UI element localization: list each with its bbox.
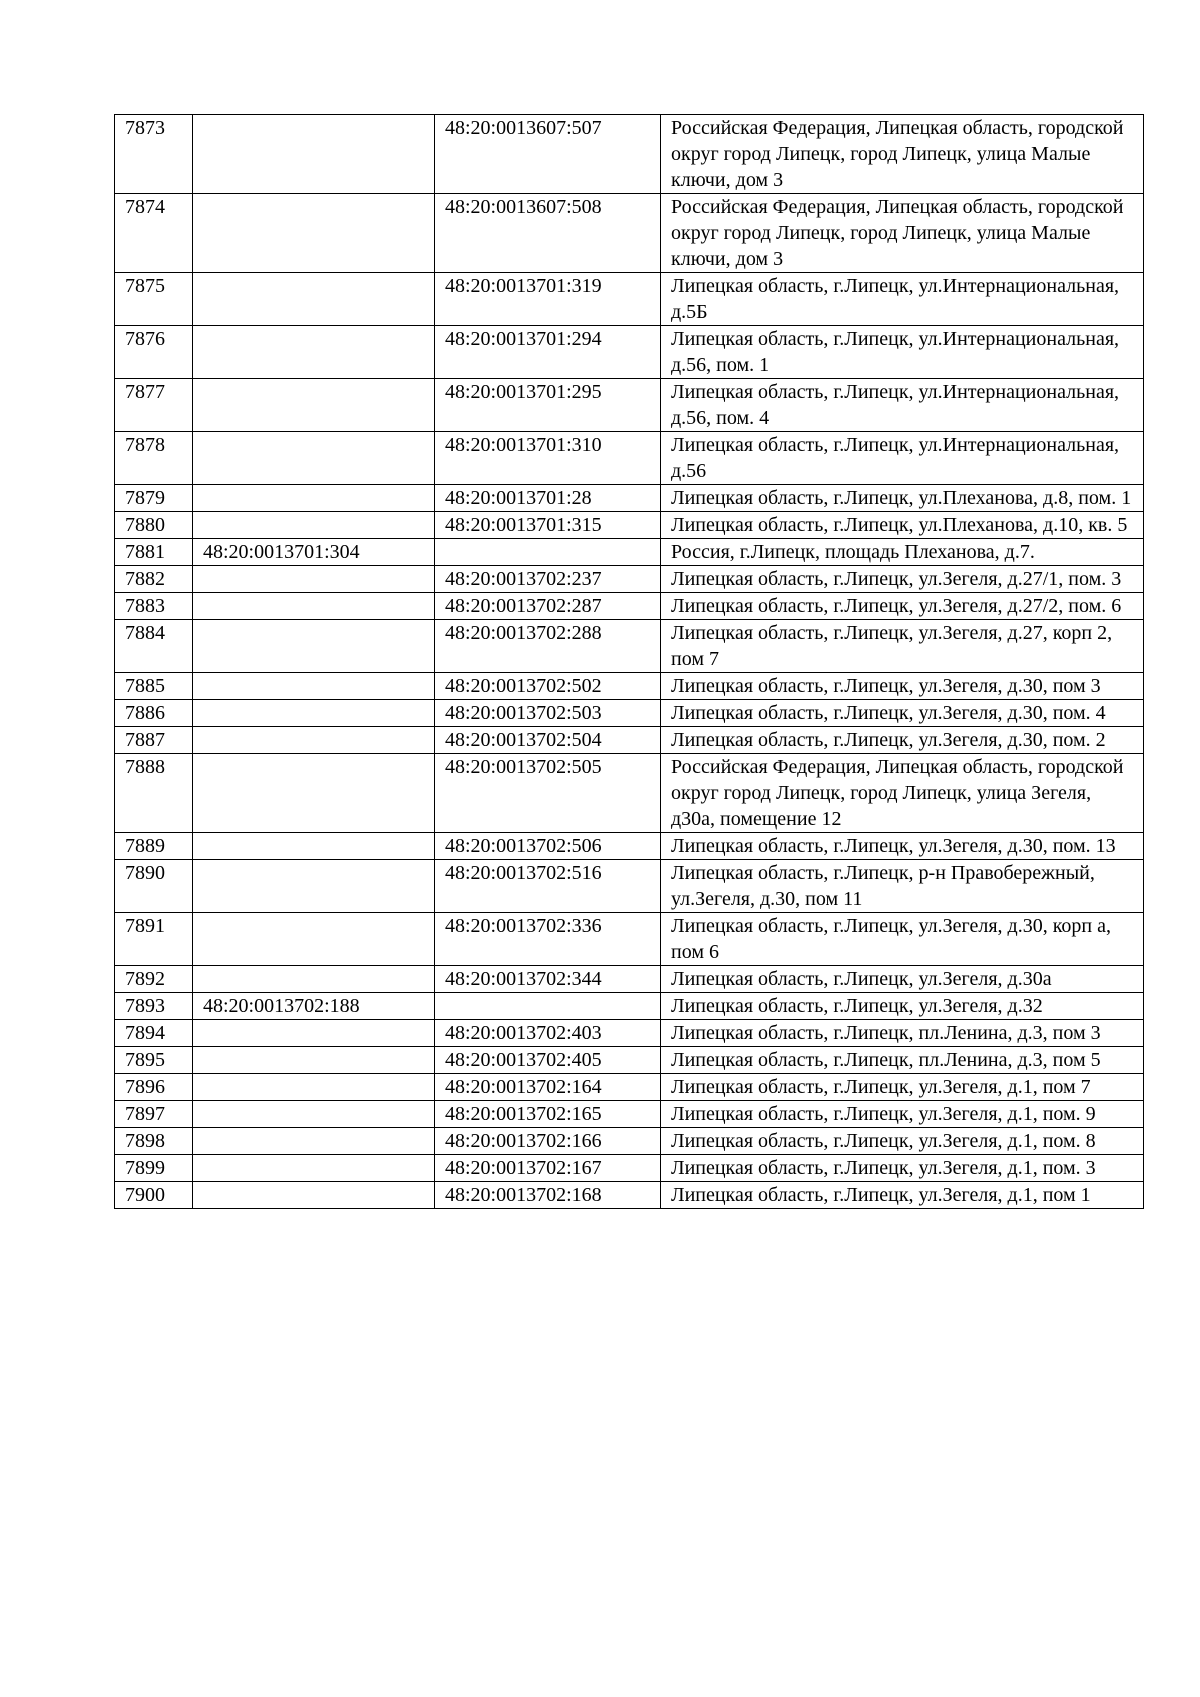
cadastral-number-premises-cell: 48:20:0013702:237 <box>435 566 661 593</box>
cadastral-number-premises-cell: 48:20:0013701:28 <box>435 485 661 512</box>
address-cell: Липецкая область, г.Липецк, ул.Зегеля, д.1, пом. 9 <box>661 1101 1144 1128</box>
address-cell: Липецкая область, г.Липецк, ул.Зегеля, д.27/1, пом. 3 <box>661 566 1144 593</box>
row-number-cell: 7877 <box>115 379 193 432</box>
cadastral-number-premises-cell: 48:20:0013607:508 <box>435 194 661 273</box>
row-number-cell: 7896 <box>115 1074 193 1101</box>
row-number-cell: 7897 <box>115 1101 193 1128</box>
address-cell: Липецкая область, г.Липецк, ул.Зегеля, д.30, пом 3 <box>661 673 1144 700</box>
cadastral-number-building-cell <box>193 1128 435 1155</box>
cadastral-number-building-cell <box>193 1155 435 1182</box>
row-number-cell: 7873 <box>115 115 193 194</box>
cadastral-number-premises-cell: 48:20:0013702:506 <box>435 833 661 860</box>
address-cell: Липецкая область, г.Липецк, ул.Интернациональная, д.56 <box>661 432 1144 485</box>
row-number-cell: 7885 <box>115 673 193 700</box>
row-number-cell: 7882 <box>115 566 193 593</box>
cadastral-number-premises-cell: 48:20:0013701:310 <box>435 432 661 485</box>
row-number-cell: 7892 <box>115 966 193 993</box>
row-number-cell: 7891 <box>115 913 193 966</box>
cadastral-number-building-cell <box>193 593 435 620</box>
row-number-cell: 7886 <box>115 700 193 727</box>
address-cell: Липецкая область, г.Липецк, ул.Плеханова, д.8, пом. 1 <box>661 485 1144 512</box>
registry-table-body <box>115 115 1144 1209</box>
cadastral-number-building-cell <box>193 566 435 593</box>
table-row <box>115 539 1144 566</box>
address-cell: Липецкая область, г.Липецк, ул.Интернациональная, д.56, пом. 4 <box>661 379 1144 432</box>
cadastral-number-premises-cell: 48:20:0013702:165 <box>435 1101 661 1128</box>
row-number-cell: 7874 <box>115 194 193 273</box>
address-cell: Липецкая область, г.Липецк, ул.Зегеля, д.1, пом 7 <box>661 1074 1144 1101</box>
cadastral-number-building-cell: 48:20:0013702:188 <box>193 993 435 1020</box>
address-cell: Липецкая область, г.Липецк, ул.Зегеля, д.30, корп а, пом 6 <box>661 913 1144 966</box>
table-row <box>115 512 1144 539</box>
address-cell: Липецкая область, г.Липецк, ул.Зегеля, д.32 <box>661 993 1144 1020</box>
address-cell: Липецкая область, г.Липецк, пл.Ленина, д.3, пом 3 <box>661 1020 1144 1047</box>
table-row <box>115 566 1144 593</box>
cadastral-number-building-cell <box>193 860 435 913</box>
cadastral-number-building-cell <box>193 379 435 432</box>
table-row <box>115 1020 1144 1047</box>
table-row <box>115 1074 1144 1101</box>
table-row <box>115 1182 1144 1209</box>
row-number-cell: 7895 <box>115 1047 193 1074</box>
row-number-cell: 7888 <box>115 754 193 833</box>
address-cell: Липецкая область, г.Липецк, ул.Зегеля, д.1, пом. 3 <box>661 1155 1144 1182</box>
address-cell: Липецкая область, г.Липецк, ул.Зегеля, д.30, пом. 4 <box>661 700 1144 727</box>
table-row <box>115 833 1144 860</box>
table-row <box>115 379 1144 432</box>
cadastral-number-premises-cell: 48:20:0013702:168 <box>435 1182 661 1209</box>
table-row <box>115 326 1144 379</box>
table-row <box>115 1101 1144 1128</box>
row-number-cell: 7880 <box>115 512 193 539</box>
row-number-cell: 7887 <box>115 727 193 754</box>
cadastral-number-premises-cell: 48:20:0013701:294 <box>435 326 661 379</box>
table-row <box>115 1155 1144 1182</box>
address-cell: Россия, г.Липецк, площадь Плеханова, д.7. <box>661 539 1144 566</box>
cadastral-number-premises-cell: 48:20:0013702:166 <box>435 1128 661 1155</box>
table-row <box>115 432 1144 485</box>
address-cell: Липецкая область, г.Липецк, ул.Зегеля, д.27/2, пом. 6 <box>661 593 1144 620</box>
row-number-cell: 7878 <box>115 432 193 485</box>
table-row <box>115 700 1144 727</box>
table-row <box>115 913 1144 966</box>
cadastral-number-premises-cell: 48:20:0013702:503 <box>435 700 661 727</box>
row-number-cell: 7884 <box>115 620 193 673</box>
cadastral-number-building-cell <box>193 1074 435 1101</box>
cadastral-number-building-cell: 48:20:0013701:304 <box>193 539 435 566</box>
row-number-cell: 7894 <box>115 1020 193 1047</box>
cadastral-number-building-cell <box>193 485 435 512</box>
row-number-cell: 7881 <box>115 539 193 566</box>
table-row <box>115 754 1144 833</box>
cadastral-number-premises-cell <box>435 993 661 1020</box>
property-registry-table <box>114 114 1144 1209</box>
cadastral-number-building-cell <box>193 700 435 727</box>
address-cell: Липецкая область, г.Липецк, р-н Правобережный, ул.Зегеля, д.30, пом 11 <box>661 860 1144 913</box>
table-row <box>115 273 1144 326</box>
row-number-cell: 7890 <box>115 860 193 913</box>
row-number-cell: 7876 <box>115 326 193 379</box>
cadastral-number-building-cell <box>193 432 435 485</box>
cadastral-number-premises-cell: 48:20:0013702:336 <box>435 913 661 966</box>
address-cell: Липецкая область, г.Липецк, пл.Ленина, д.3, пом 5 <box>661 1047 1144 1074</box>
address-cell: Липецкая область, г.Липецк, ул.Зегеля, д.30, пом. 13 <box>661 833 1144 860</box>
address-cell: Российская Федерация, Липецкая область, городской округ город Липецк, город Липецк, улица Малые ключи, дом 3 <box>661 115 1144 194</box>
address-cell: Липецкая область, г.Липецк, ул.Интернациональная, д.5Б <box>661 273 1144 326</box>
row-number-cell: 7898 <box>115 1128 193 1155</box>
table-row <box>115 673 1144 700</box>
cadastral-number-premises-cell: 48:20:0013702:502 <box>435 673 661 700</box>
address-cell: Липецкая область, г.Липецк, ул.Интернациональная, д.56, пом. 1 <box>661 326 1144 379</box>
cadastral-number-building-cell <box>193 1101 435 1128</box>
cadastral-number-premises-cell: 48:20:0013702:403 <box>435 1020 661 1047</box>
cadastral-number-premises-cell <box>435 539 661 566</box>
cadastral-number-building-cell <box>193 913 435 966</box>
row-number-cell: 7893 <box>115 993 193 1020</box>
cadastral-number-premises-cell: 48:20:0013702:167 <box>435 1155 661 1182</box>
table-row <box>115 860 1144 913</box>
address-cell: Липецкая область, г.Липецк, ул.Зегеля, д.27, корп 2, пом 7 <box>661 620 1144 673</box>
cadastral-number-premises-cell: 48:20:0013607:507 <box>435 115 661 194</box>
cadastral-number-building-cell <box>193 273 435 326</box>
cadastral-number-building-cell <box>193 1182 435 1209</box>
cadastral-number-premises-cell: 48:20:0013702:344 <box>435 966 661 993</box>
row-number-cell: 7889 <box>115 833 193 860</box>
cadastral-number-premises-cell: 48:20:0013702:288 <box>435 620 661 673</box>
address-cell: Липецкая область, г.Липецк, ул.Зегеля, д.1, пом. 8 <box>661 1128 1144 1155</box>
table-row <box>115 1047 1144 1074</box>
address-cell: Липецкая область, г.Липецк, ул.Плеханова, д.10, кв. 5 <box>661 512 1144 539</box>
cadastral-number-building-cell <box>193 620 435 673</box>
cadastral-number-premises-cell: 48:20:0013702:504 <box>435 727 661 754</box>
cadastral-number-building-cell <box>193 673 435 700</box>
cadastral-number-building-cell <box>193 966 435 993</box>
cadastral-number-premises-cell: 48:20:0013701:295 <box>435 379 661 432</box>
table-row <box>115 993 1144 1020</box>
table-row <box>115 727 1144 754</box>
table-row <box>115 485 1144 512</box>
address-cell: Липецкая область, г.Липецк, ул.Зегеля, д.1, пом 1 <box>661 1182 1144 1209</box>
cadastral-number-premises-cell: 48:20:0013702:516 <box>435 860 661 913</box>
table-row <box>115 966 1144 993</box>
cadastral-number-building-cell <box>193 326 435 379</box>
table-row <box>115 115 1144 194</box>
cadastral-number-building-cell <box>193 754 435 833</box>
cadastral-number-building-cell <box>193 1020 435 1047</box>
cadastral-number-premises-cell: 48:20:0013702:505 <box>435 754 661 833</box>
address-cell: Липецкая область, г.Липецк, ул.Зегеля, д.30, пом. 2 <box>661 727 1144 754</box>
address-cell: Российская Федерация, Липецкая область, городской округ город Липецк, город Липецк, улица Малые ключи, дом 3 <box>661 194 1144 273</box>
row-number-cell: 7900 <box>115 1182 193 1209</box>
row-number-cell: 7875 <box>115 273 193 326</box>
table-row <box>115 1128 1144 1155</box>
address-cell: Липецкая область, г.Липецк, ул.Зегеля, д.30а <box>661 966 1144 993</box>
cadastral-number-building-cell <box>193 194 435 273</box>
row-number-cell: 7899 <box>115 1155 193 1182</box>
cadastral-number-premises-cell: 48:20:0013702:287 <box>435 593 661 620</box>
cadastral-number-premises-cell: 48:20:0013702:405 <box>435 1047 661 1074</box>
cadastral-number-building-cell <box>193 833 435 860</box>
table-row <box>115 593 1144 620</box>
cadastral-number-building-cell <box>193 1047 435 1074</box>
cadastral-number-building-cell <box>193 727 435 754</box>
cadastral-number-premises-cell: 48:20:0013702:164 <box>435 1074 661 1101</box>
table-row <box>115 620 1144 673</box>
cadastral-number-premises-cell: 48:20:0013701:315 <box>435 512 661 539</box>
address-cell: Российская Федерация, Липецкая область, городской округ город Липецк, город Липецк, улица Зегеля, д30а, помещение 12 <box>661 754 1144 833</box>
cadastral-number-building-cell <box>193 512 435 539</box>
cadastral-number-building-cell <box>193 115 435 194</box>
table-row <box>115 194 1144 273</box>
cadastral-number-premises-cell: 48:20:0013701:319 <box>435 273 661 326</box>
row-number-cell: 7883 <box>115 593 193 620</box>
row-number-cell: 7879 <box>115 485 193 512</box>
